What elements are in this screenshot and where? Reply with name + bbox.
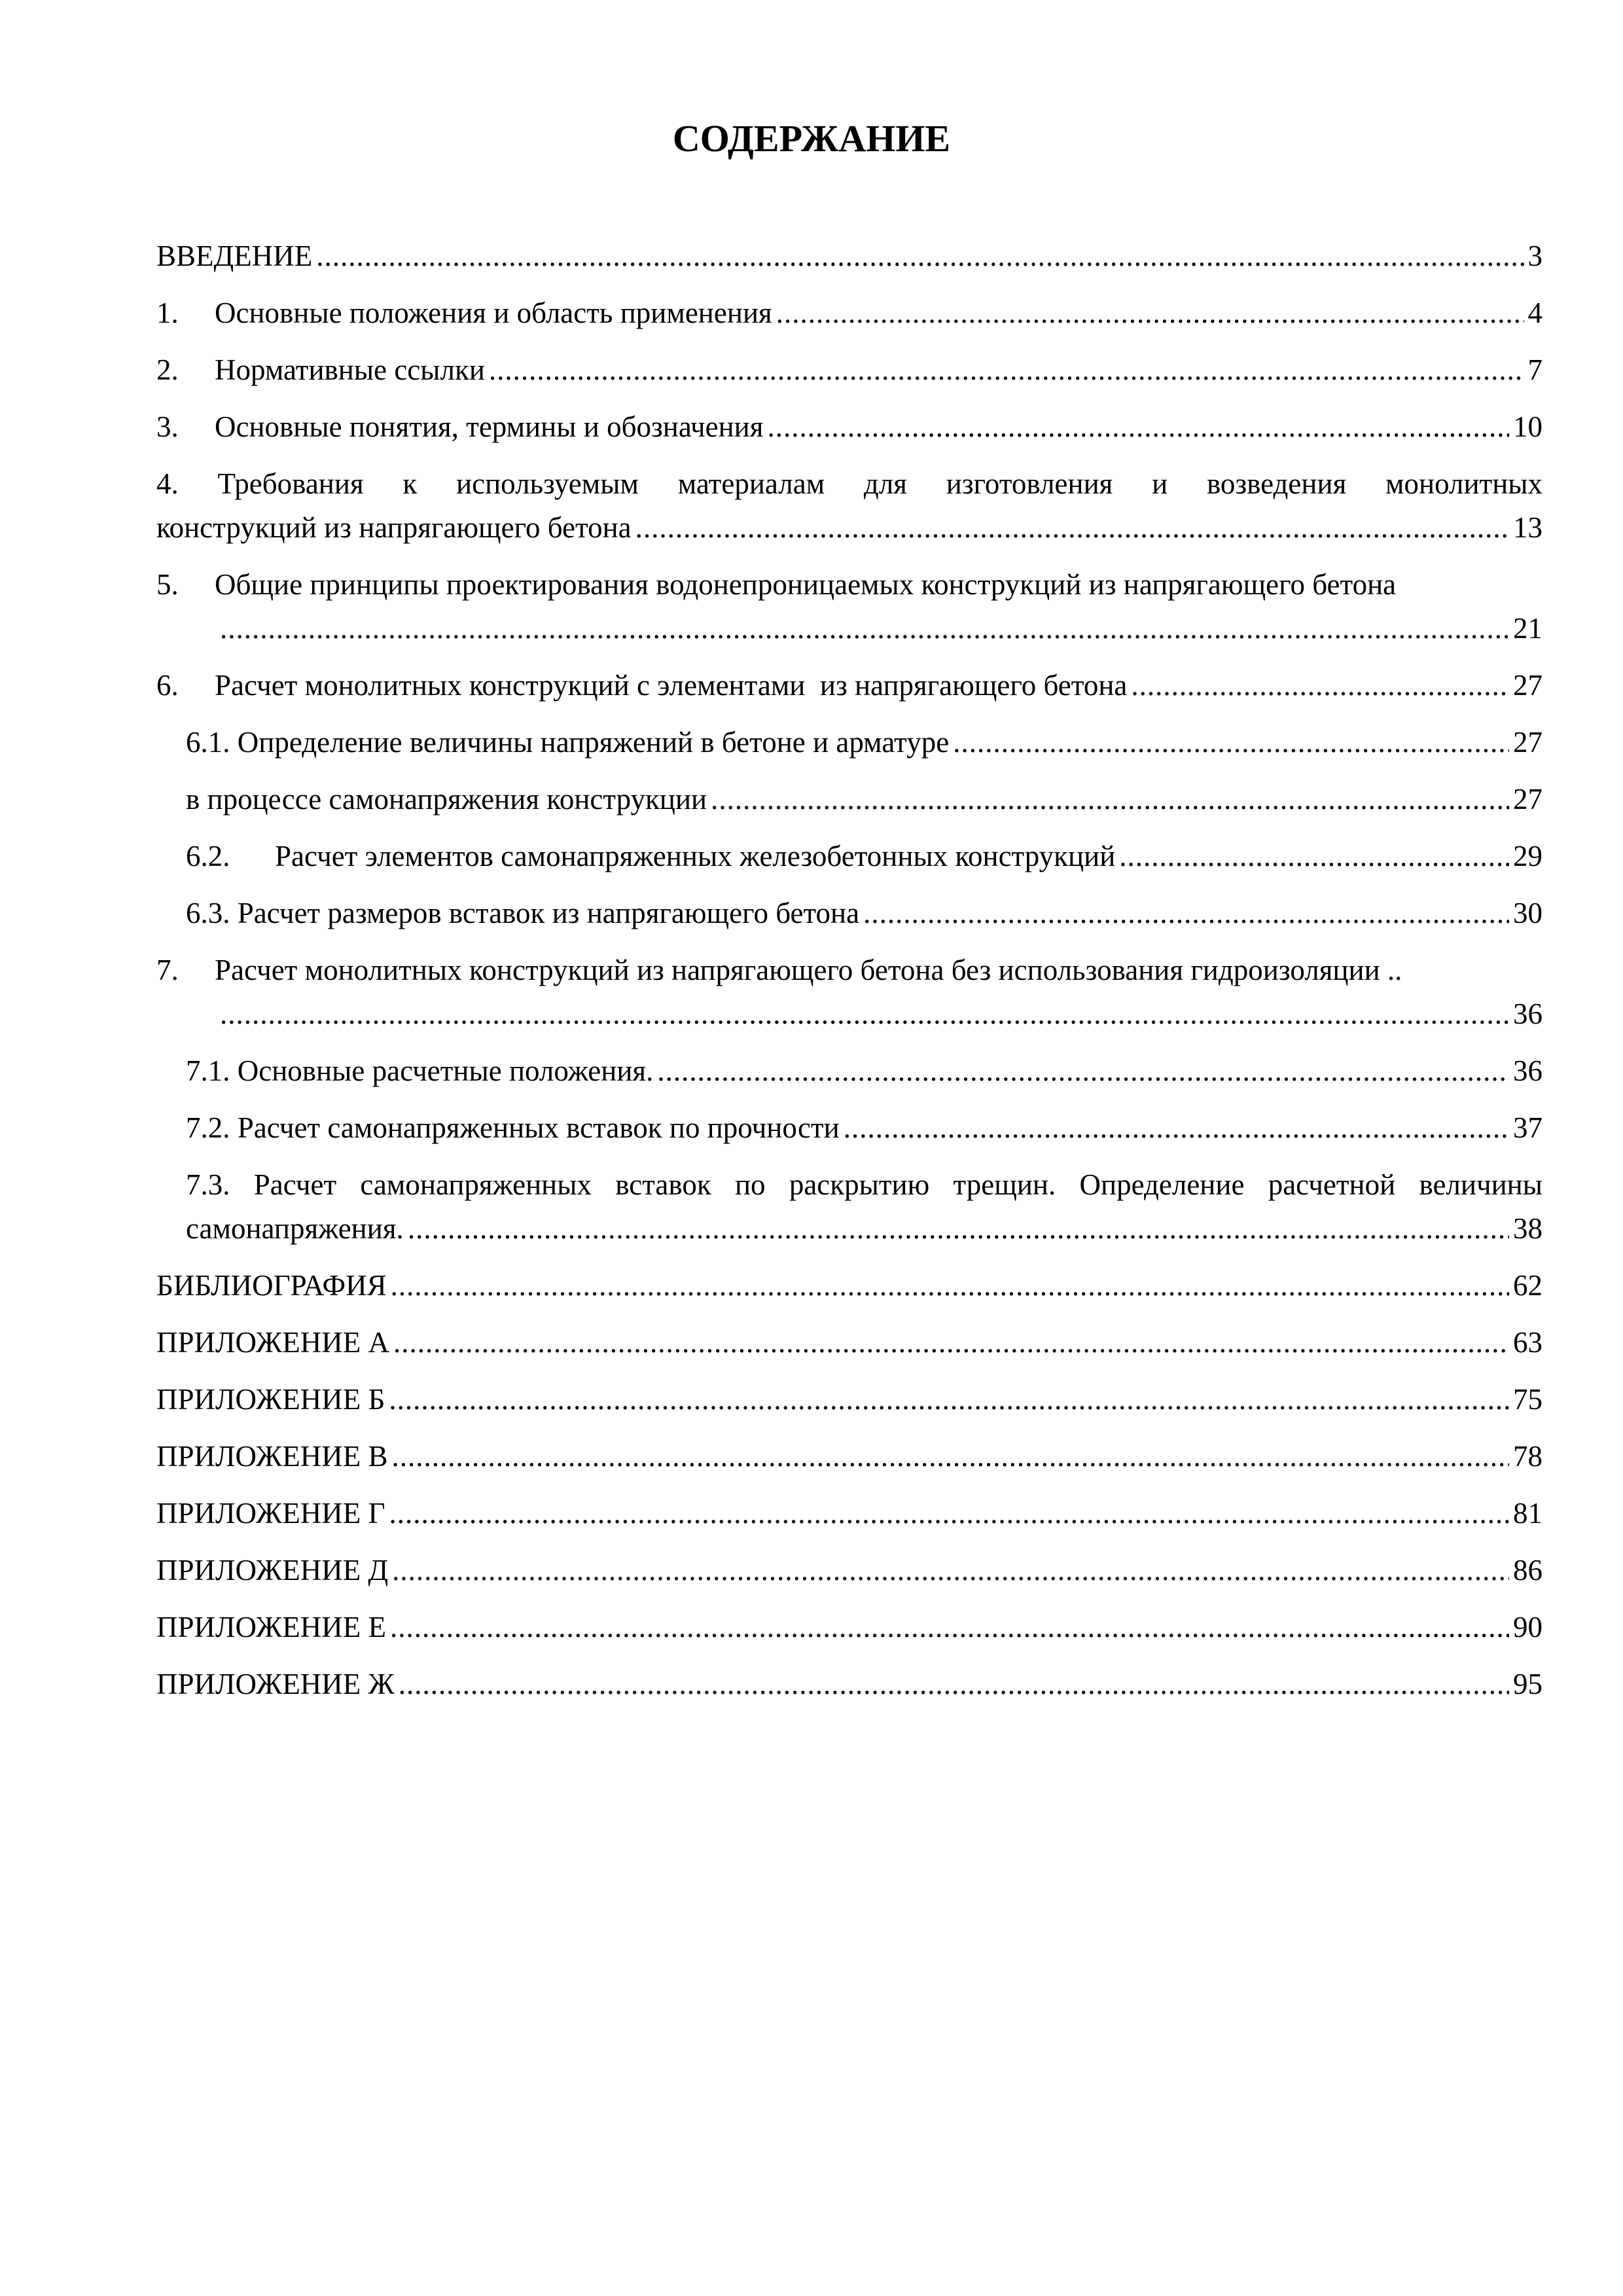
entry-title: Расчет элементов самонапряженных железобетонных конструкций bbox=[275, 840, 1116, 872]
dot-leader bbox=[392, 1549, 1509, 1592]
entry-title: ПРИЛОЖЕНИЕ Б bbox=[156, 1383, 385, 1416]
page-number: 27 bbox=[1513, 783, 1543, 816]
dot-leader bbox=[408, 1207, 1509, 1251]
toc-entry-bibliography[interactable] bbox=[156, 1264, 1543, 1308]
toc-entry-section-4[interactable] bbox=[156, 462, 1543, 550]
toc-entry-appendix-e[interactable] bbox=[156, 1605, 1543, 1649]
page-number: 10 bbox=[1513, 410, 1543, 443]
dot-leader bbox=[220, 992, 1509, 1036]
dot-leader bbox=[389, 1492, 1509, 1535]
page-number: 30 bbox=[1513, 897, 1543, 929]
dot-leader bbox=[399, 1662, 1509, 1706]
dot-leader bbox=[844, 1106, 1509, 1150]
page-number: 62 bbox=[1513, 1269, 1543, 1302]
toc-entry-section-7-3[interactable] bbox=[156, 1163, 1543, 1251]
page-number: 90 bbox=[1513, 1611, 1543, 1643]
dot-leader bbox=[1131, 664, 1509, 708]
dot-leader bbox=[711, 778, 1509, 821]
entry-title: ПРИЛОЖЕНИЕ А bbox=[156, 1326, 389, 1359]
toc-entry-section-6-1[interactable] bbox=[156, 721, 1543, 764]
entry-title: 7.2. Расчет самонапряженных вставок по прочности bbox=[186, 1111, 840, 1144]
page-number: 3 bbox=[1527, 240, 1543, 272]
dot-leader bbox=[390, 1605, 1509, 1649]
dot-leader bbox=[635, 506, 1509, 550]
toc-entry-appendix-g[interactable] bbox=[156, 1492, 1543, 1535]
page-number: 4 bbox=[1527, 296, 1543, 329]
toc-entry-section-3[interactable] bbox=[156, 405, 1543, 449]
page-number: 7 bbox=[1527, 353, 1543, 386]
section-number: 6.2. bbox=[186, 840, 230, 872]
entry-title: ПРИЛОЖЕНИЕ В bbox=[156, 1440, 388, 1473]
entry-title: ПРИЛОЖЕНИЕ Е bbox=[156, 1611, 386, 1643]
toc-entry-appendix-v[interactable] bbox=[156, 1435, 1543, 1479]
dot-leader bbox=[767, 405, 1509, 449]
dot-leader bbox=[316, 234, 1524, 278]
page-number: 81 bbox=[1513, 1497, 1543, 1530]
entry-title: Расчет монолитных конструкций с элементами из напрягающего бетона bbox=[215, 669, 1128, 702]
toc-entry-section-7-1[interactable] bbox=[156, 1049, 1543, 1093]
dot-leader bbox=[389, 1378, 1509, 1422]
entry-title-line-1: Требования к используемым материалам для изготовления и возведения монолитных bbox=[217, 467, 1543, 500]
page-number: 13 bbox=[1513, 511, 1543, 544]
toc-entry-appendix-b[interactable] bbox=[156, 1378, 1543, 1422]
section-number: 2. bbox=[156, 353, 179, 386]
toc-entry-section-1[interactable] bbox=[156, 291, 1543, 335]
dot-leader bbox=[391, 1264, 1509, 1308]
page-number: 36 bbox=[1513, 997, 1543, 1030]
entry-title-line-2: конструкций из напрягающего бетона bbox=[156, 511, 632, 544]
page-number: 38 bbox=[1513, 1212, 1543, 1245]
toc-entry-section-6[interactable] bbox=[156, 664, 1543, 708]
page-number: 21 bbox=[1513, 612, 1543, 645]
section-number: 6. bbox=[156, 669, 179, 702]
toc-entry-section-6-1-continued[interactable] bbox=[156, 778, 1543, 821]
entry-title: Основные положения и область применения bbox=[215, 296, 772, 329]
section-number: 5. bbox=[156, 568, 179, 601]
dot-leader bbox=[220, 607, 1509, 651]
entry-title-line-2: самонапряжения. bbox=[186, 1212, 404, 1245]
page-title: СОДЕРЖАНИЕ bbox=[672, 117, 951, 160]
entry-title: 6.1. Определение величины напряжений в бетоне и арматуре bbox=[186, 726, 950, 759]
page-number: 78 bbox=[1513, 1440, 1543, 1473]
dot-leader bbox=[657, 1049, 1509, 1093]
entry-title: в процессе самонапряжения конструкции bbox=[186, 783, 707, 816]
entry-title: Нормативные ссылки bbox=[215, 353, 485, 386]
dot-leader bbox=[1119, 834, 1509, 878]
page-number: 36 bbox=[1513, 1054, 1543, 1087]
dot-leader bbox=[776, 291, 1524, 335]
dot-leader bbox=[863, 891, 1509, 935]
entry-title: ПРИЛОЖЕНИЕ Д bbox=[156, 1554, 389, 1587]
page-number: 27 bbox=[1513, 726, 1543, 759]
dot-leader bbox=[953, 721, 1509, 764]
entry-title: ВВЕДЕНИЕ bbox=[156, 240, 313, 272]
section-number: 4. bbox=[156, 467, 179, 500]
dot-leader bbox=[391, 1435, 1509, 1479]
entry-title: Основные понятия, термины и обозначения bbox=[215, 410, 764, 443]
toc-entry-appendix-zh[interactable] bbox=[156, 1662, 1543, 1706]
toc-entry-section-2[interactable] bbox=[156, 348, 1543, 392]
page-number: 29 bbox=[1513, 840, 1543, 872]
section-number: 7. bbox=[156, 954, 179, 986]
entry-title: ПРИЛОЖЕНИЕ Г bbox=[156, 1497, 385, 1530]
toc-entry-appendix-a[interactable] bbox=[156, 1321, 1543, 1365]
dot-leader bbox=[489, 348, 1524, 392]
page-number: 37 bbox=[1513, 1111, 1543, 1144]
page-number: 86 bbox=[1513, 1554, 1543, 1587]
entry-title-line-1: 7.3. Расчет самонапряженных вставок по раскрытию трещин. Определение расчетной величины bbox=[186, 1168, 1543, 1201]
page-number: 63 bbox=[1513, 1326, 1543, 1359]
dot-leader bbox=[393, 1321, 1509, 1365]
entry-title: ПРИЛОЖЕНИЕ Ж bbox=[156, 1668, 395, 1700]
table-of-contents bbox=[156, 234, 1543, 1719]
toc-entry-appendix-d[interactable] bbox=[156, 1549, 1543, 1592]
section-number: 1. bbox=[156, 296, 179, 329]
section-number: 3. bbox=[156, 410, 179, 443]
toc-entry-section-6-3[interactable] bbox=[156, 891, 1543, 935]
entry-title: Общие принципы проектирования водонепроницаемых конструкций из напрягающего бетона bbox=[215, 568, 1397, 601]
toc-entry-section-7-2[interactable] bbox=[156, 1106, 1543, 1150]
toc-entry-section-5[interactable] bbox=[156, 563, 1543, 651]
toc-entry-section-7[interactable] bbox=[156, 948, 1543, 1036]
entry-title: 7.1. Основные расчетные положения. bbox=[186, 1054, 654, 1087]
entry-title: Расчет монолитных конструкций из напрягающего бетона без использования гидроизоляции .. bbox=[215, 954, 1402, 986]
page-number: 95 bbox=[1513, 1668, 1543, 1700]
entry-title: 6.3. Расчет размеров вставок из напрягающего бетона bbox=[186, 897, 860, 929]
page-number: 27 bbox=[1513, 669, 1543, 702]
toc-entry-section-6-2[interactable] bbox=[156, 834, 1543, 878]
toc-entry-introduction[interactable] bbox=[156, 234, 1543, 278]
entry-title: БИБЛИОГРАФИЯ bbox=[156, 1269, 387, 1302]
page-number: 75 bbox=[1513, 1383, 1543, 1416]
